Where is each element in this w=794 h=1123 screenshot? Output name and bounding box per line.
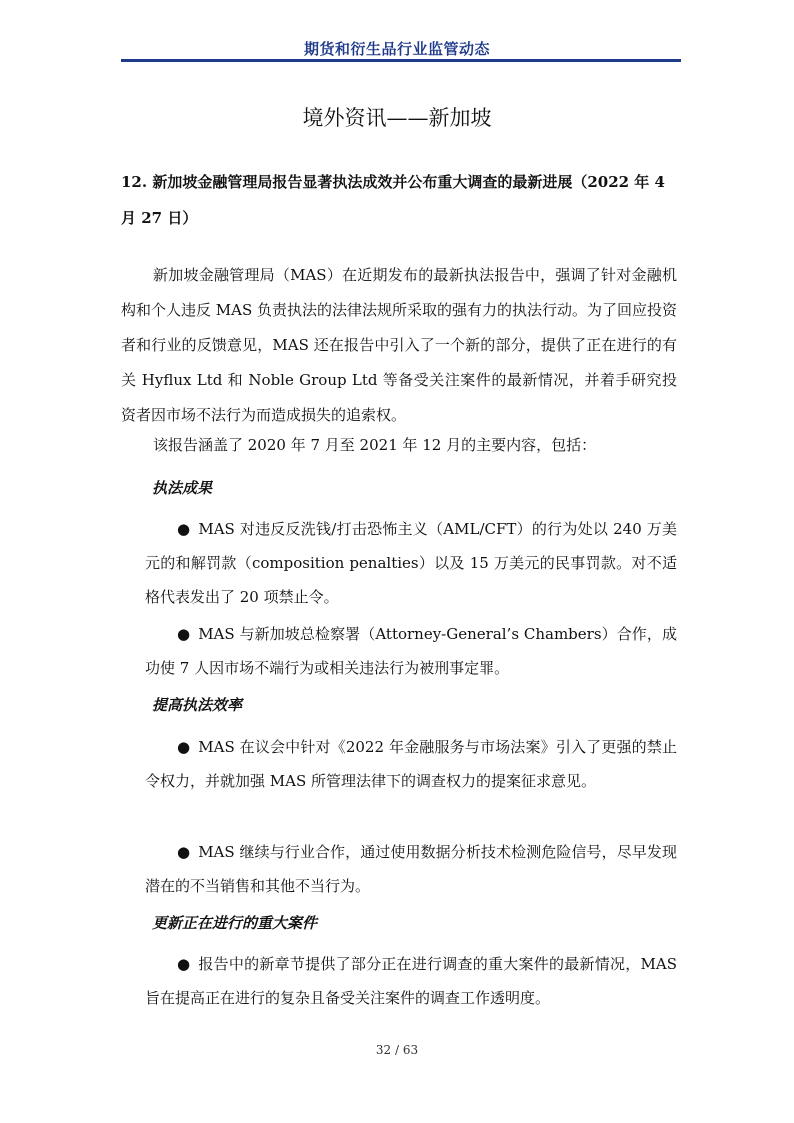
bullet-dot-icon: ● [177, 738, 191, 756]
intro-paragraph: 新加坡金融管理局（MAS）在近期发布的最新执法报告中，强调了针对金融机构和个人违反 MAS 负责执法的法律法规所采取的强有力的执法行动。为了回应投资者和行业的反馈意见，MAS 还在报告中引入了一个新的部分，提供了正在进行的有关 Hyflux Ltd 和 Noble Group Ltd 等备受关注案件的最新情况，并着手研究投资者因市场不法行为而造成损失的追索权。 [121, 266, 678, 424]
bullet-text: MAS 对违反反洗钱/打击恐怖主义（AML/CFT）的行为处以 240 万美元的和解罚款（composition penalties）以及 15 万美元的民事罚款。对不适格代表发出了 20 项禁止令。 [145, 520, 677, 606]
bullet-dot-icon: ● [177, 520, 191, 538]
subhead-enforcement-efficiency: 提高执法效率 [152, 696, 243, 714]
bullet-text: MAS 与新加坡总检察署（Attorney-General’s Chambers）合作，成功使 7 人因市场不端行为或相关违法行为被刑事定罪。 [145, 625, 677, 677]
bullet-dot-icon: ● [177, 625, 191, 643]
bullet-item [145, 835, 677, 903]
scope-paragraph: 该报告涵盖了 2020 年 7 月至 2021 年 12 月的主要内容，包括： [153, 436, 597, 454]
running-header-title: 期货和衍生品行业监管动态 [303, 40, 490, 58]
bullet-item [145, 947, 677, 1015]
bullet-dot-icon: ● [177, 843, 191, 861]
page-number: 32 / 63 [375, 1043, 419, 1057]
bullet-text: MAS 继续与行业合作，通过使用数据分析技术检测危险信号，尽早发现潜在的不当销售和其他不当行为。 [145, 843, 677, 895]
bullet-dot-icon: ● [177, 955, 191, 973]
article-heading: 12. 新加坡金融管理局报告显著执法成效并公布重大调查的最新进展（2022 年 4 月 27 日） [121, 173, 665, 227]
bullet-text: 报告中的新章节提供了部分正在进行调查的重大案件的最新情况，MAS 旨在提高正在进行的复杂且备受关注案件的调查工作透明度。 [145, 955, 677, 1007]
bullet-text: MAS 在议会中针对《2022 年金融服务与市场法案》引入了更强的禁止令权力，并就加强 MAS 所管理法律下的调查权力的提案征求意见。 [145, 738, 677, 790]
header-divider [121, 59, 681, 62]
subhead-enforcement-results: 执法成果 [152, 479, 213, 497]
bullet-item [145, 512, 677, 614]
bullet-item [145, 730, 677, 798]
bullet-item [145, 617, 677, 685]
section-title: 境外资讯——新加坡 [302, 106, 492, 130]
subhead-ongoing-cases: 更新正在进行的重大案件 [152, 914, 318, 932]
